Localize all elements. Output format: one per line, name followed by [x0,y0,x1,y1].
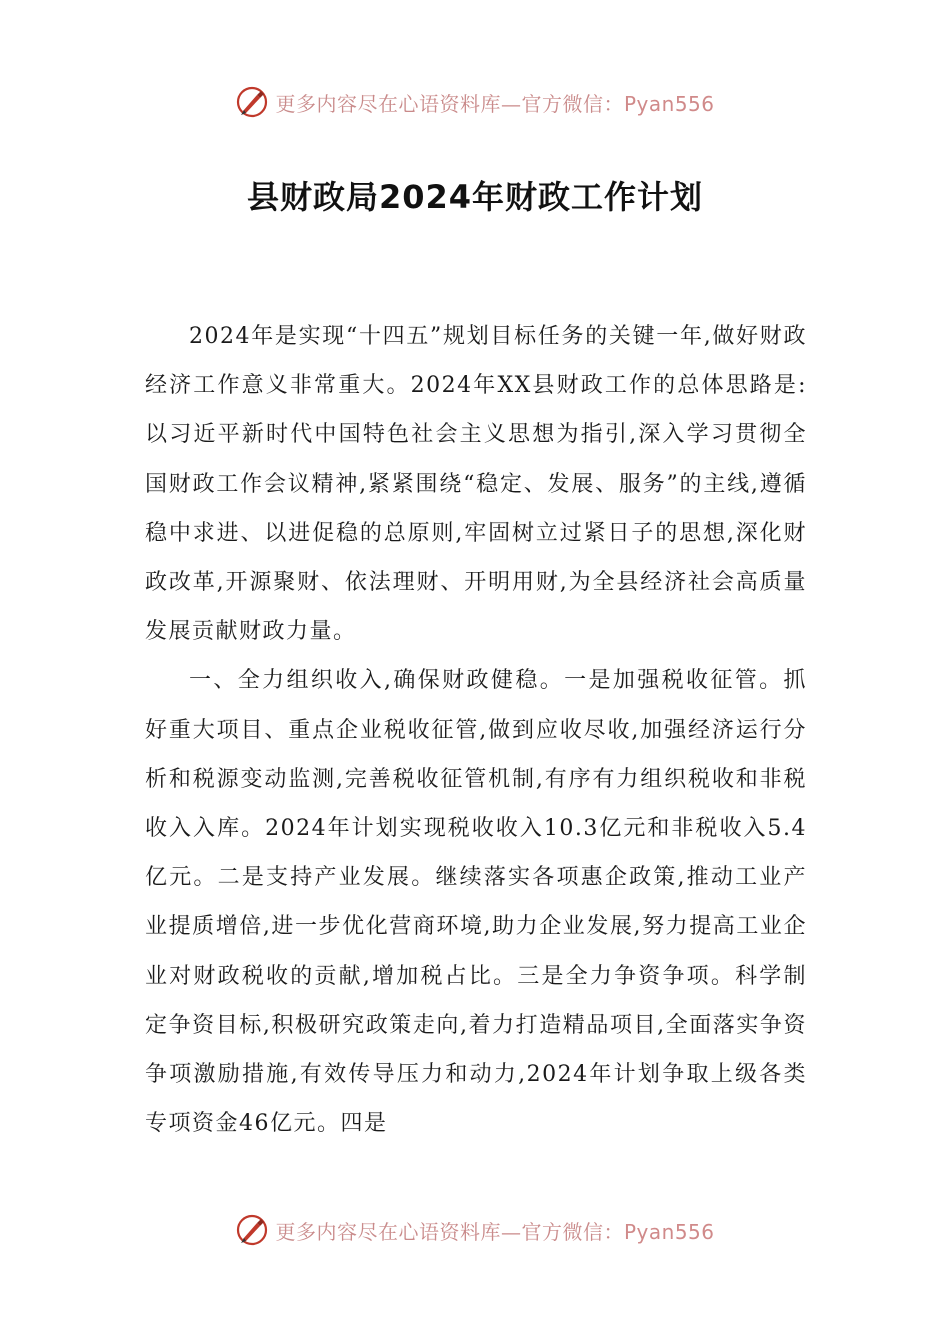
header-watermark-banner [0,82,950,122]
wechat-id: Pyan556 [623,91,715,116]
pen-logo-icon [235,85,269,119]
wechat-id: Pyan556 [623,1219,715,1244]
pen-logo-icon [235,1213,269,1247]
watermark-text: 更多内容尽在心语资料库—官方微信：Pyan556 [275,1219,715,1244]
document-body [145,312,807,1148]
watermark-text: 更多内容尽在心语资料库—官方微信：Pyan556 [275,91,715,116]
paragraph-section-1: 一、全力组织收入,确保财政健稳。一是加强税收征管。抓好重大项目、重点企业税收征管,做到应收尽收,加强经济运行分析和税源变动监测,完善税收征管机制,有序有力组织税收和非税收入入库。2024年计划实现税收收入10.3亿元和非税收入5.4亿元。二是支持产业发展。继续落实各项惠企政策,推动工业产业提质增倍,进一步优化营商环境,助力企业发展,努力提高工业企业对财政税收的贡献,增加税占比。三是全力争资争项。科学制定争资目标,积极研究政策走向,着力打造精品项目,全面落实争资争项激励措施,有效传导压力和动力,2024年计划争取上级各类专项资金46亿元。四是 [145,668,807,1137]
footer-watermark-banner [0,1210,950,1250]
paragraph-intro: 2024年是实现“十四五”规划目标任务的关键一年,做好财政经济工作意义非常重大。2024年XX县财政工作的总体思路是:以习近平新时代中国特色社会主义思想为指引,深入学习贯彻全国财政工作会议精神,紧紧围绕“稳定、发展、服务”的主线,遵循稳中求进、以进促稳的总原则,牢固树立过紧日子的思想,深化财政改革,开源聚财、依法理财、开明用财,为全县经济社会高质量发展贡献财政力量。 [145,324,807,645]
document-title: 县财政局2024年财政工作计划 [246,178,704,216]
